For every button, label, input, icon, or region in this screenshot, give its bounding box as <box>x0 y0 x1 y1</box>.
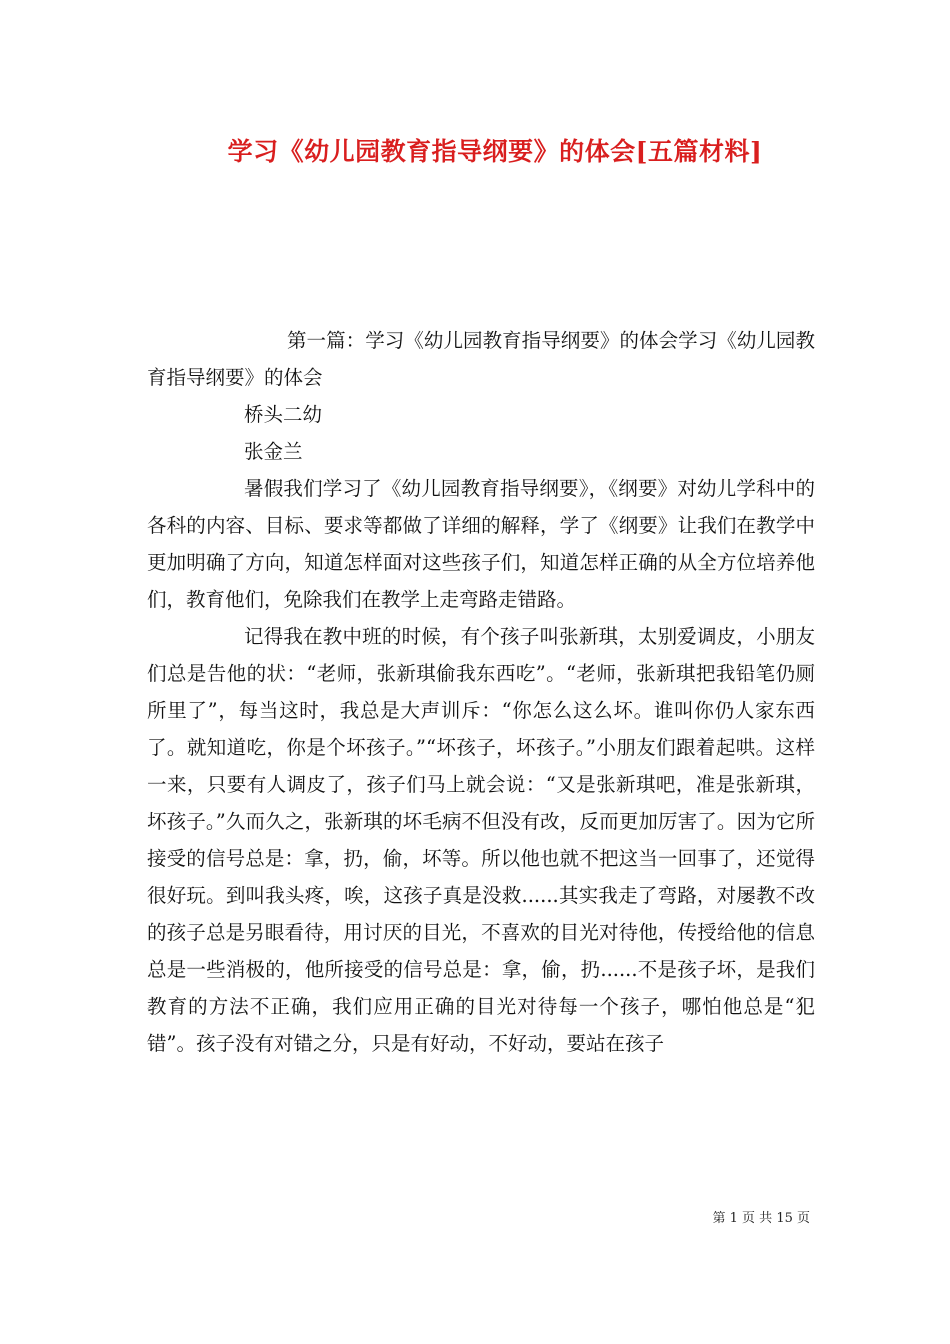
section-heading: 第一篇：学习《幼儿园教育指导纲要》的体会学习《幼儿园教育指导纲要》的体会 <box>147 329 815 389</box>
paragraph: 记得我在教中班的时候，有个孩子叫张新琪，太别爱调皮，小朋友们总是告他的状：“老师，张新琪偷我东西吃”。“老师，张新琪把我铅笔仍厕所里了”，每当这时，我总是大声训斥：“你怎么这么坏。谁叫你仍人家东西了。就知道吃，你是个坏孩子。”“坏孩子，坏孩子。”小朋友们跟着起哄。这样一来，只要有人调皮了，孩子们马上就会说：“又是张新琪吧，准是张新琪，坏孩子。”久而久之，张新琪的坏毛病不但没有改，反而更加厉害了。因为它所接受的信号总是：拿，扔，偷，坏等。所以他也就不把这当一回事了，还觉得很好玩。到叫我头疼，唉，这孩子真是没救......其实我走了弯路，对屡教不改的孩子总是另眼看待，用讨厌的目光，不喜欢的目光对待他，传授给他的信息总是一些消极的，他所接受的信号总是：拿，偷，扔......不是孩子坏，是我们教育的方法不正确，我们应用正确的目光对待每一个孩子，哪怕他总是“犯错”。孩子没有对错之分，只是有好动，不好动，要站在孩子 <box>147 625 815 1055</box>
school-name: 桥头二幼 <box>244 403 323 426</box>
author-name: 张金兰 <box>244 440 303 463</box>
page-title: 学习《幼儿园教育指导纲要》的体会[五篇材料] <box>227 137 763 166</box>
paragraph: 暑假我们学习了《幼儿园教育指导纲要》，《纲要》对幼儿学科中的各科的内容、目标、要求等都做了详细的解释，学了《纲要》让我们在教学中更加明确了方向，知道怎样面对这些孩子们，知道怎样正确的从全方位培养他们，教育他们，免除我们在教学上走弯路走错路。 <box>147 477 815 611</box>
document-body <box>147 322 815 1062</box>
page-number: 第 1 页 共 15 页 <box>712 1211 810 1226</box>
